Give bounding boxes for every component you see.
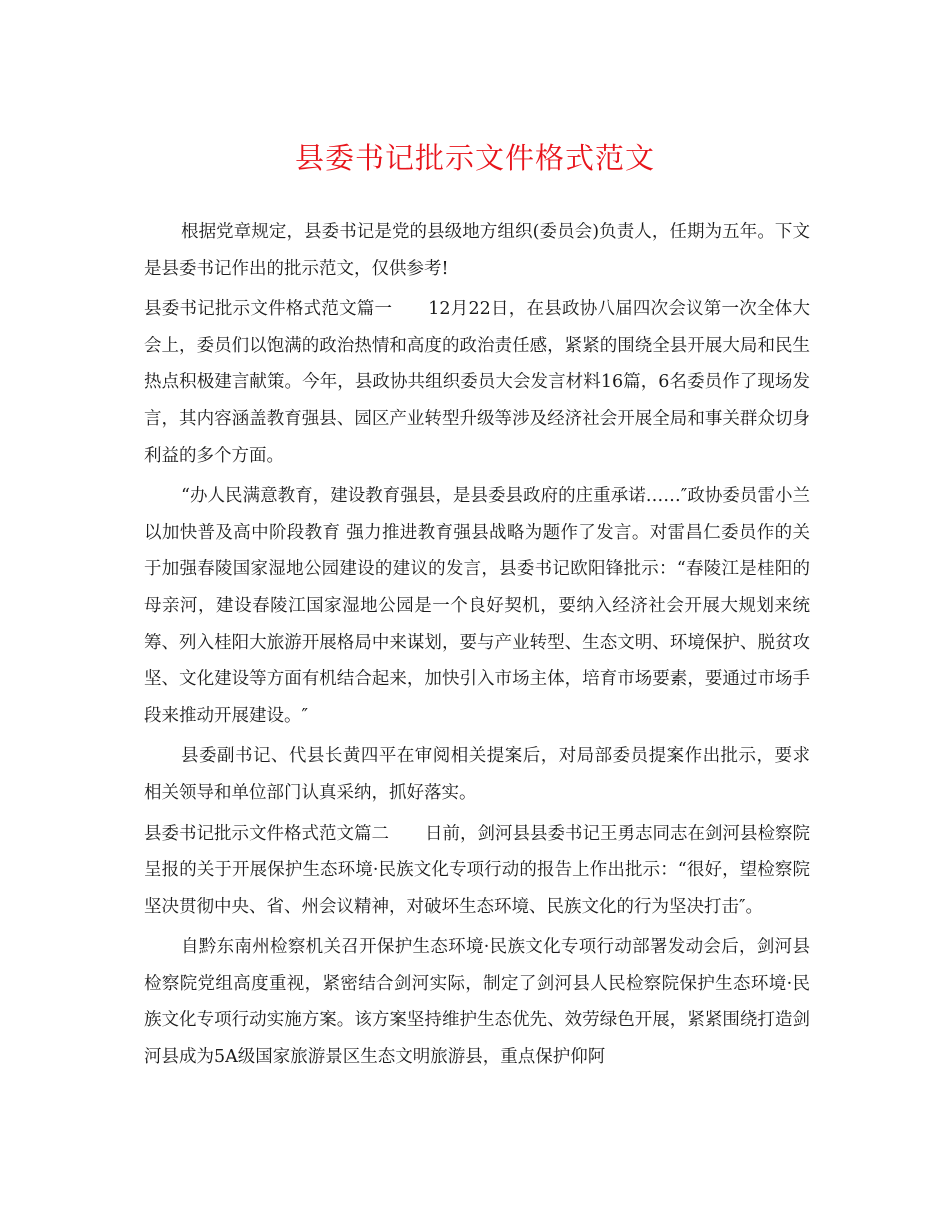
document-title: 县委书记批示文件格式范文: [294, 141, 655, 175]
paragraph-quote: [144, 478, 810, 734]
paragraph-section-two: [144, 816, 810, 926]
paragraph-section-one: [144, 291, 810, 474]
paragraph-text: 日前，剑河县县委书记王勇志同志在剑河县检察院呈报的关于开展保护生态环境·民族文化专项行动的报告上作出批示：“很好，望检察院坚决贯彻中央、省、州会议精神，对破坏生态环境、民族文化的行为坚决打击″。: [144, 823, 810, 917]
document-body: [144, 214, 810, 1080]
section-heading: 县委书记批示文件格式范文篇一: [144, 299, 393, 320]
paragraph-text: 县委副书记、代县长黄四平在审阅相关提案后，对局部委员提案作出批示，要求相关领导和单位部门认真采纳，抓好落实。: [144, 746, 810, 803]
paragraph-text: “办人民满意教育，建设教育强县，是县委县政府的庄重承诺……″政协委员雷小兰以加快普及高中阶段教育 强力推进教育强县战略为题作了发言。对雷昌仁委员作的关于加强春陵国家湿地公园建设的建议的发言，县委书记欧阳锋批示：“春陵江是桂阳的母亲河，建设春陵江国家湿地公园是一个良好契机，要纳入经济社会开展大规划来统筹、列入桂阳大旅游开展格局中来谋划，要与产业转型、生态文明、环境保护、脱贫攻坚、文化建设等方面有机结合起来，加快引入市场主体，培育市场要素，要通过市场手段来推动开展建设。″: [144, 486, 810, 726]
paragraph-text: 自黔东南州检察机关召开保护生态环境·民族文化专项行动部署发动会后，剑河县检察院党组高度重视，紧密结合剑河实际，制定了剑河县人民检察院保护生态环境·民族文化专项行动实施方案。该方案坚持维护生态优先、效劳绿色开展，紧紧围绕打造剑河县成为5A级国家旅游景区生态文明旅游县，重点保护仰阿: [144, 937, 810, 1068]
paragraph-text: 12月22日，在县政协八届四次会议第一次全体大会上，委员们以饱满的政治热情和高度的政治责任感，紧紧的围绕全县开展大局和民生热点积极建言献策。今年，县政协共组织委员大会发言材料16篇，6名委员作了现场发言，其内容涵盖教育强县、园区产业转型升级等涉及经济社会开展全局和事关群众切身利益的多个方面。: [144, 299, 810, 466]
paragraph-text: 根据党章规定，县委书记是党的县级地方组织(委员会)负责人，任期为五年。下文是县委书记作出的批示范文，仅供参考!: [144, 222, 810, 279]
paragraph-intro: [144, 214, 810, 287]
paragraph-deputy: [144, 738, 810, 811]
section-heading: 县委书记批示文件格式范文篇二: [144, 823, 389, 844]
paragraph-procuratorate: [144, 929, 810, 1075]
